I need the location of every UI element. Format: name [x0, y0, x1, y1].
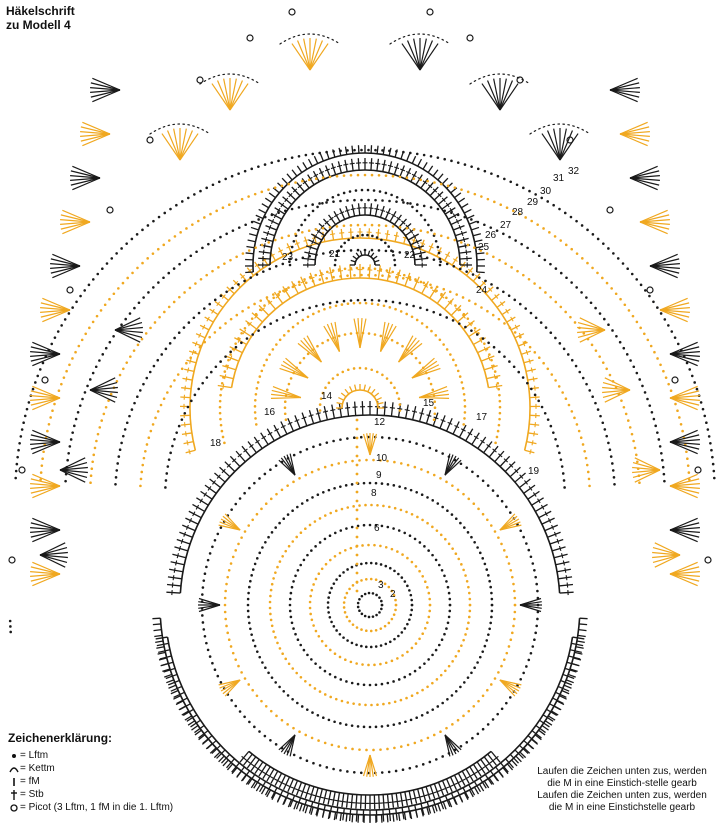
- round-number-label: 26: [485, 230, 497, 241]
- legend-item-label: = Stb: [20, 789, 44, 800]
- round-number-label: 9: [376, 470, 382, 481]
- instruction-note: Laufen die Zeichen unten zus, werden die M in eine Einstich-stelle gearb Laufen die Zeichen unten zus, werden die M in eine Einstichstelle gearb: [537, 766, 707, 813]
- legend-item-lftm: [8, 749, 173, 762]
- legend-item-label: = Lftm: [20, 750, 49, 761]
- round-number-label: 28: [512, 207, 524, 218]
- round-number-label: 2: [390, 589, 396, 600]
- legend-item-label: = fM: [20, 776, 40, 787]
- round-number-labels: [210, 166, 580, 600]
- round-number-label: 30: [540, 186, 552, 197]
- round-number-label: 27: [500, 220, 512, 231]
- round-number-label: 19: [528, 466, 540, 477]
- legend-item-stb: [8, 788, 173, 801]
- legend-heading: Zeichenerklärung:: [8, 731, 113, 745]
- round-number-label: 29: [527, 197, 539, 208]
- legend-item-fm: [8, 775, 173, 788]
- chart-title: [6, 4, 75, 32]
- legend-item-kettm: [8, 762, 173, 775]
- legend-item-picot: [8, 801, 173, 814]
- round-number-label: 31: [553, 173, 565, 184]
- round-number-label: 3: [378, 580, 384, 591]
- round-number-label: 23: [282, 252, 294, 263]
- dot-icon: [8, 752, 20, 760]
- vertical-bar-icon: [8, 777, 20, 787]
- outer-yoke-rounds: [9, 9, 716, 823]
- arc-icon: [8, 765, 20, 773]
- lower-doily-rounds: [156, 401, 585, 822]
- round-number-label: 17: [476, 412, 488, 423]
- legend-item-label: = Picot (3 Lftm, 1 fM in die 1. Lftm): [20, 802, 174, 813]
- chart-title-line-1: Häkelschrift: [6, 4, 75, 18]
- round-number-label: 18: [210, 438, 222, 449]
- round-number-label: 12: [374, 417, 386, 428]
- chart-title-line-2: zu Modell 4: [6, 18, 71, 32]
- round-number-label: 22: [404, 250, 416, 261]
- symbol-legend: [8, 732, 173, 814]
- round-number-label: 14: [321, 391, 333, 402]
- cross-stick-icon: [8, 789, 20, 801]
- round-number-label: 10: [376, 453, 388, 464]
- picot-icon: [8, 803, 20, 813]
- round-number-label: 32: [568, 166, 580, 177]
- round-number-label: 8: [371, 488, 377, 499]
- round-number-label: 21: [329, 249, 341, 260]
- round-number-label: 25: [478, 242, 490, 253]
- round-number-label: 16: [264, 407, 276, 418]
- round-number-label: 24: [476, 285, 488, 296]
- round-number-label: 6: [374, 523, 380, 534]
- round-number-label: 15: [423, 398, 435, 409]
- legend-item-label: = Kettm: [20, 763, 55, 774]
